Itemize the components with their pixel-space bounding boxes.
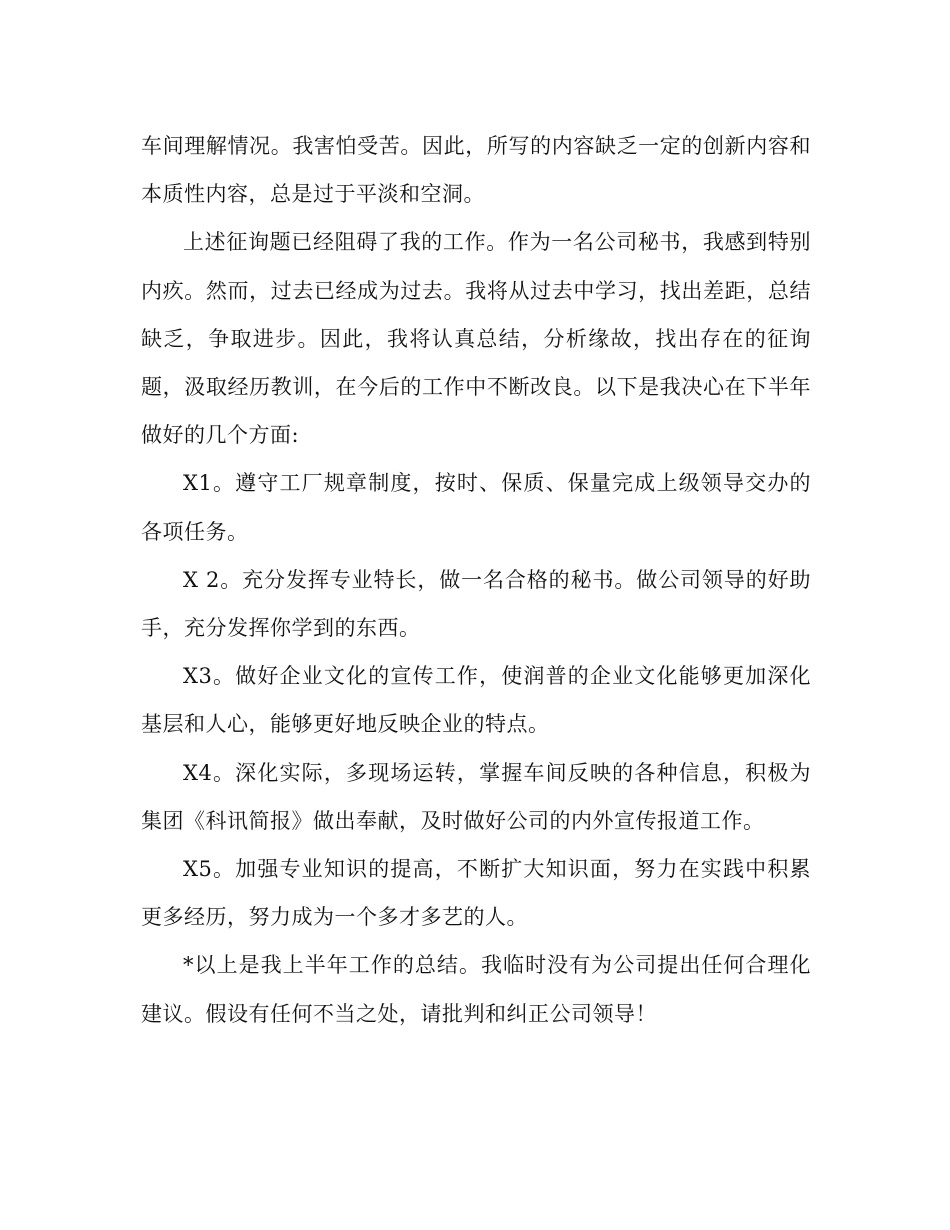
paragraph-item-2: X 2。充分发挥专业特长，做一名合格的秘书。做公司领导的好助手，充分发挥你学到的东西。	[141, 567, 811, 641]
paragraph-item-5: X5。加强专业知识的提高，不断扩大知识面，努力在实践中积累更多经历，努力成为一个多才多艺的人。	[141, 857, 811, 930]
paragraph-1: 车间理解情况。我害怕受苦。因此，所写的内容缺乏一定的创新内容和本质性内容，总是过于平淡和空洞。	[141, 134, 811, 207]
paragraph-item-1: X1。遵守工厂规章制度，按时、保质、保量完成上级领导交办的各项任务。	[141, 471, 811, 544]
paragraph-item-3: X3。做好企业文化的宣传工作，使润普的企业文化能够更加深化基层和人心，能够更好地反映企业的特点。	[141, 664, 811, 737]
document-body	[141, 122, 811, 1038]
paragraph-2: 上述征询题已经阻碍了我的工作。作为一名公司秘书，我感到特别内疚。然而，过去已经成为过去。我将从过去中学习，找出差距，总结缺乏，争取进步。因此，我将认真总结，分析缘故，找出存在的征询题，汲取经历教训，在今后的工作中不断改良。以下是我决心在下半年做好的几个方面:	[141, 230, 811, 448]
paragraph-item-4: X4。深化实际，多现场运转，掌握车间反映的各种信息，积极为集团《科讯简报》做出奉献，及时做好公司的内外宣传报道工作。	[141, 760, 811, 833]
paragraph-closing: *以上是我上半年工作的总结。我临时没有为公司提出任何合理化建议。假设有任何不当之处，请批判和纠正公司领导！	[141, 953, 811, 1026]
